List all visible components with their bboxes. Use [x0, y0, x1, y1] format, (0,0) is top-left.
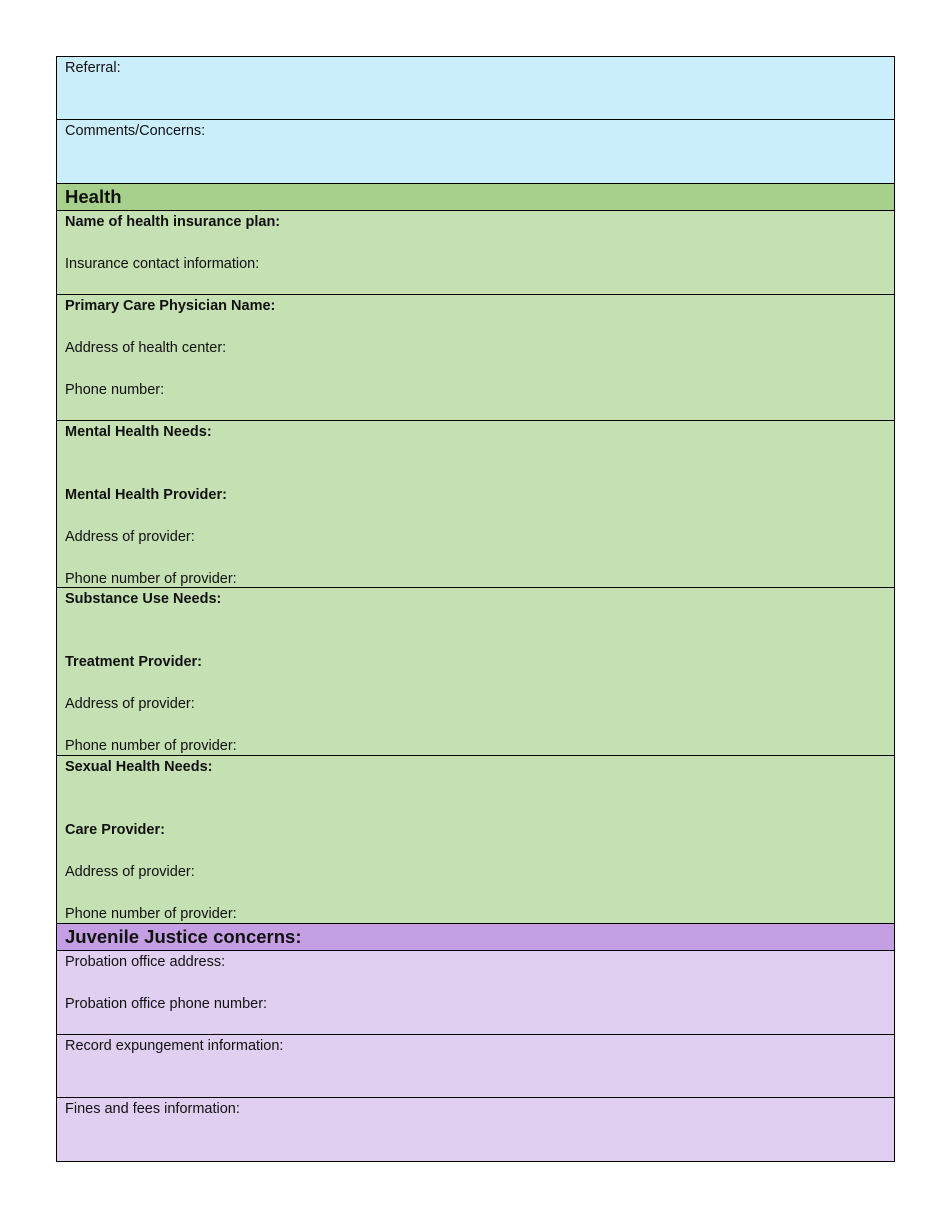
- pcp-name-label: Primary Care Physician Name:: [65, 298, 276, 314]
- sexual-health-needs-label: Sexual Health Needs:: [65, 759, 213, 775]
- record-expungement-label: Record expungement information:: [65, 1038, 284, 1054]
- insurance-field[interactable]: [56, 211, 895, 295]
- comments-label: Comments/Concerns:: [65, 123, 206, 139]
- probation-address-label: Probation office address:: [65, 954, 226, 970]
- insurance-plan-label: Name of health insurance plan:: [65, 214, 281, 230]
- fines-fees-label: Fines and fees information:: [65, 1101, 240, 1117]
- pcp-field[interactable]: [56, 295, 895, 421]
- mental-health-needs-label: Mental Health Needs:: [65, 424, 212, 440]
- fines-fees-field[interactable]: [56, 1098, 895, 1162]
- intake-form: [56, 56, 895, 1162]
- referral-field[interactable]: [56, 56, 895, 120]
- su-address-label: Address of provider:: [65, 696, 195, 712]
- juvenile-title: Juvenile Justice concerns:: [65, 926, 302, 947]
- health-center-address-label: Address of health center:: [65, 340, 227, 356]
- mental-health-field[interactable]: [56, 421, 895, 588]
- mh-phone-label: Phone number of provider:: [65, 571, 237, 587]
- substance-use-needs-label: Substance Use Needs:: [65, 591, 222, 607]
- su-phone-label: Phone number of provider:: [65, 738, 237, 754]
- probation-phone-label: Probation office phone number:: [65, 996, 268, 1012]
- sh-phone-label: Phone number of provider:: [65, 906, 237, 922]
- mh-address-label: Address of provider:: [65, 529, 195, 545]
- substance-use-field[interactable]: [56, 588, 895, 756]
- probation-field[interactable]: [56, 951, 895, 1035]
- treatment-provider-label: Treatment Provider:: [65, 654, 202, 670]
- health-title: Health: [65, 186, 122, 207]
- mental-health-provider-label: Mental Health Provider:: [65, 487, 227, 503]
- insurance-contact-label: Insurance contact information:: [65, 256, 260, 272]
- juvenile-section-header: [56, 924, 895, 951]
- care-provider-label: Care Provider:: [65, 822, 165, 838]
- referral-label: Referral:: [65, 60, 121, 76]
- record-expungement-field[interactable]: [56, 1035, 895, 1098]
- sh-address-label: Address of provider:: [65, 864, 195, 880]
- sexual-health-field[interactable]: [56, 756, 895, 924]
- health-section-header: [56, 184, 895, 211]
- phone-number-label: Phone number:: [65, 382, 165, 398]
- comments-field[interactable]: [56, 120, 895, 184]
